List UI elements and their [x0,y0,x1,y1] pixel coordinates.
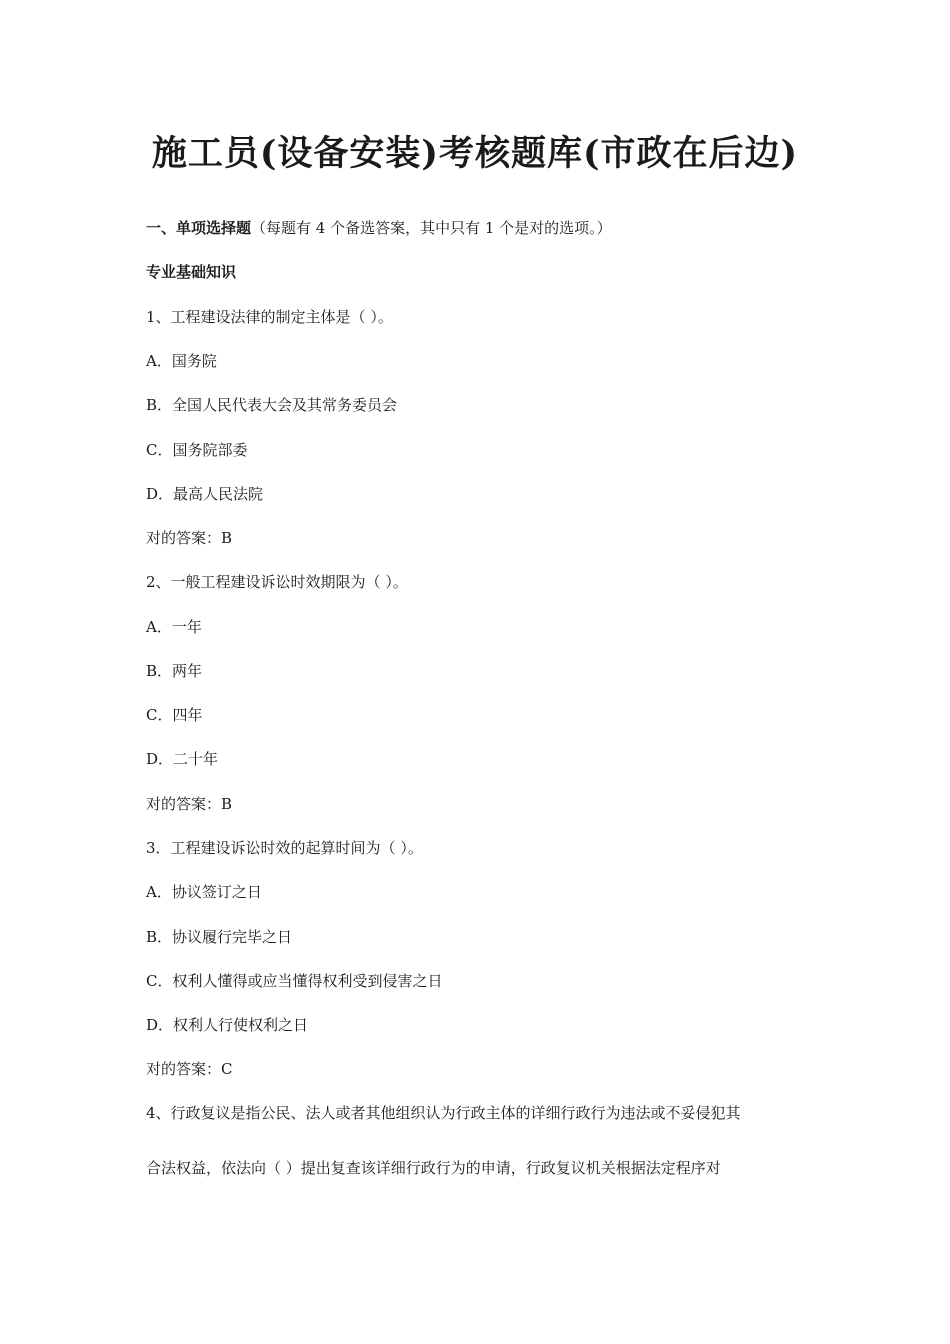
section-heading-label: 一、单项选择题 [146,219,252,237]
question-stem: 2、一般工程建设诉讼时效期限为（ ）。 [146,573,408,591]
question-answer: 对的答案：C [146,1060,233,1078]
question-option: C．权利人懂得或应当懂得权利受到侵害之日 [146,972,443,990]
question-option: C．国务院部委 [146,441,248,459]
question-option: D．最高人民法院 [146,485,264,503]
document-title: 施工员(设备安装)考核题库(市政在后边) [151,133,799,174]
question-stem: 1、工程建设法律的制定主体是（ ）。 [146,308,393,326]
section-heading-note: （每题有 4 个备选答案，其中只有 1 个是对的选项。） [251,219,612,237]
section-subheading: 专业基础知识 [146,263,237,281]
question-option: B．协议履行完毕之日 [146,928,293,946]
question-answer: 对的答案：B [146,529,233,547]
question-stem-continued: 合法权益，依法向（ ）提出复查该详细行政行为的申请，行政复议机关根据法定程序对 [146,1159,721,1177]
question-option: B．全国人民代表大会及其常务委员会 [146,396,398,414]
question-stem: 3．工程建设诉讼时效的起算时间为（ ）。 [146,839,423,857]
question-option: C．四年 [146,706,203,724]
question-option: A．一年 [146,618,202,636]
section-heading [146,218,612,238]
question-option: A．国务院 [146,352,217,370]
question-option: B．两年 [146,662,203,680]
question-option: A．协议签订之日 [146,883,262,901]
question-option: D．二十年 [146,750,219,768]
question-option: D．权利人行使权利之日 [146,1016,309,1034]
question-answer: 对的答案：B [146,795,233,813]
question-stem: 4、行政复议是指公民、法人或者其他组织认为行政主体的详细行政行为违法或不妥侵犯其 [146,1104,741,1122]
